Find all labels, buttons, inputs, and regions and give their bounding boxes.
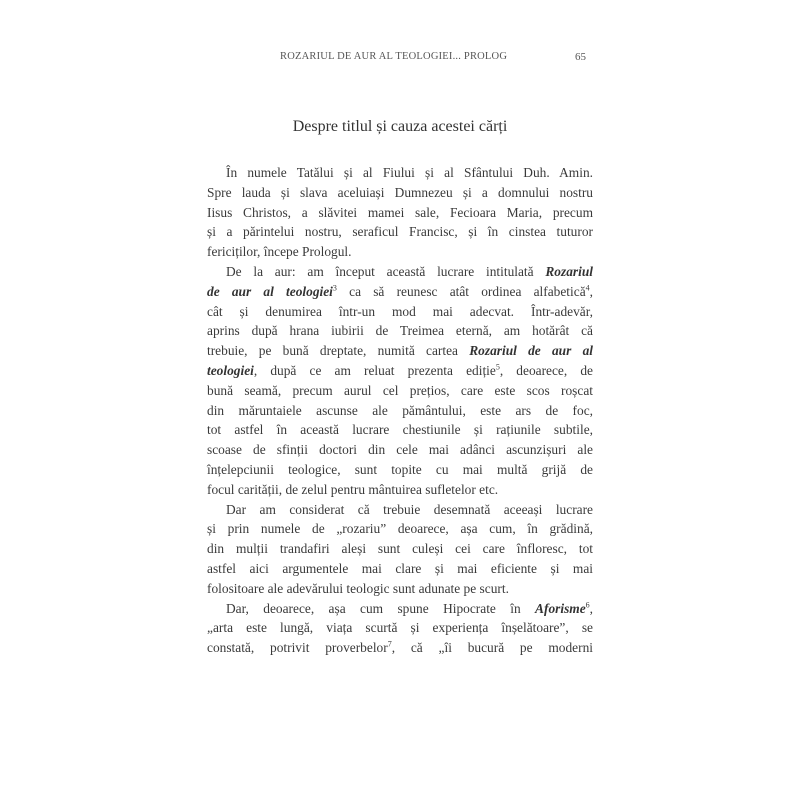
text-line: scoase de sfinții doctori din cele mai adânci ascunzișuri ale <box>207 442 593 458</box>
text-line: tot astfel în această lucrare chestiunile și rațiunile subtile, <box>207 422 593 438</box>
text-line: În numele Tatălui și al Fiului și al Sfântului Duh. Amin. <box>226 165 593 180</box>
text-line: și prin numele de „rozariu” deoarece, așa cum, în grădină, <box>207 521 593 537</box>
text-line: fericiților, începe Prologul. <box>207 244 352 260</box>
body-text <box>207 163 593 658</box>
text-line: „arta este lungă, viața scurtă și experiența înșelătoare”, se <box>207 620 593 636</box>
text-line: de aur al teologiei$^3$ ca să reunesc atât ordinea alfabetică$^4$, <box>207 283 593 299</box>
book-title-italic: Rozariul <box>545 263 593 279</box>
text-line: teologiei, după ce am reluat prezenta ediție$^5$, deoarece, de <box>207 362 593 378</box>
text-line: constată, potrivit proverbelor$^7$, că „îi bucură pe moderni <box>207 639 593 656</box>
text-line: înțelepciunii teologice, sunt topite cu mai multă grijă de <box>207 461 593 477</box>
text-line: folositoare ale adevărului teologic sunt adunate pe scurt. <box>207 580 509 596</box>
text-line: astfel aici argumentele mai clare și mai eficiente și mai <box>207 560 593 576</box>
text-line: focul carității, de zelul pentru mântuirea sufletelor etc. <box>207 481 499 497</box>
text-line: și a părintelui nostru, seraficul Francisc, și în cinstea tuturor <box>207 224 593 240</box>
text-line: bună seamă, precum aurul cel prețios, care este scos roșcat <box>207 382 593 398</box>
text-line: De la aur: am început această lucrare intitulată Rozariul <box>226 263 593 279</box>
book-title-italic: Aforisme <box>535 600 586 616</box>
footnote-mark: 4 <box>585 283 590 293</box>
book-title-italic: de aur al teologiei <box>207 283 333 299</box>
text-line: Dar, deoarece, așa cum spune Hipocrate în Aforisme$^6$, <box>226 600 593 616</box>
footnote-mark: 3 <box>332 283 337 293</box>
page-number: 65 <box>575 51 586 63</box>
text-line: Iisus Christos, a slăvitei mamei sale, Fecioara Maria, precum <box>207 204 593 220</box>
book-title-italic: Rozariul de aur al <box>469 343 593 359</box>
footnote-mark: 6 <box>585 600 590 610</box>
footnote-mark: 7 <box>387 639 392 649</box>
running-head: ROZARIUL DE AUR AL TEOLOGIEI... PROLOG <box>280 51 508 62</box>
text-line: aprins după hrana iubirii de Treimea eternă, am hotărât că <box>207 323 593 339</box>
footnote-mark: 5 <box>495 362 500 372</box>
text-line: cât și denumirea într-un mod mai adecvat. Într-adevăr, <box>207 303 593 319</box>
text-line: Spre lauda și slava aceluiași Dumnezeu și a domnului nostru <box>207 184 593 200</box>
text-line: trebuie, pe bună dreptate, numită cartea Rozariul de aur al <box>207 343 593 359</box>
text-line: Dar am considerat că trebuie desemnată aceeași lucrare <box>226 501 593 517</box>
text-line: din mulții trandafiri aleși sunt culeși cei care înfloresc, tot <box>207 541 593 557</box>
text-line: din măruntaiele ascunse ale pământului, este ars de foc, <box>207 402 593 418</box>
section-title: Despre titlul și cauza acestei cărți <box>292 118 508 135</box>
book-title-italic: teologiei <box>207 362 254 378</box>
